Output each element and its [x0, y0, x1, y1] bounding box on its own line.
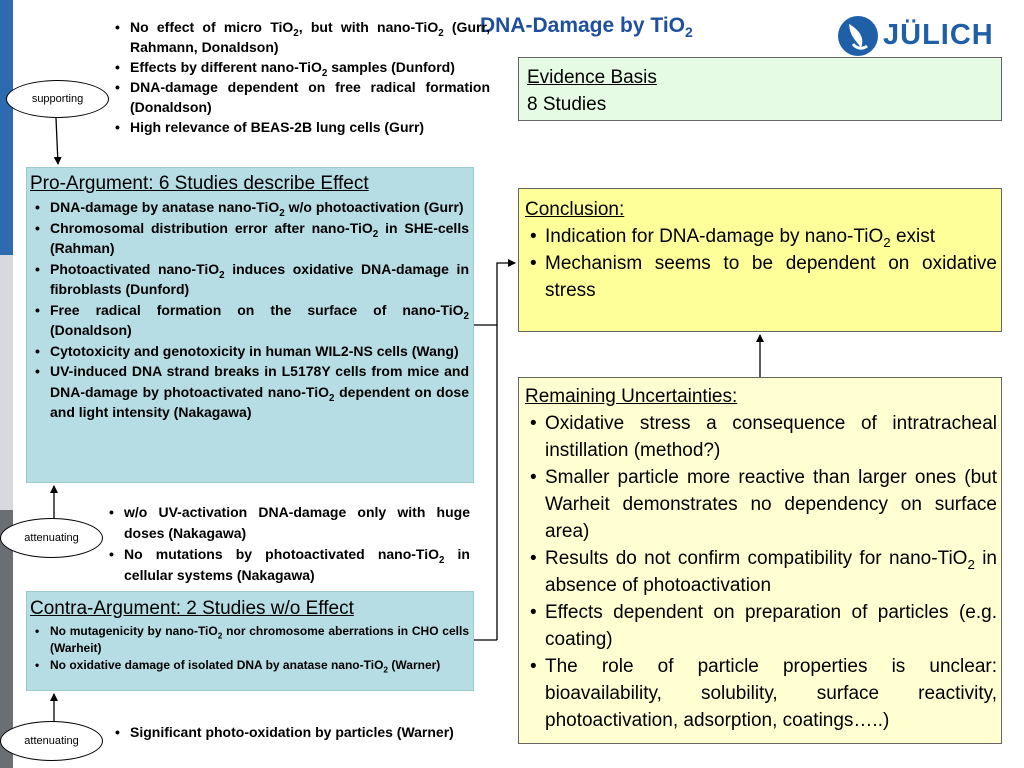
uncertainty-item: • Oxidative stress a consequence of intratracheal instillation (method?) [525, 410, 997, 464]
logo-text: JÜLICH [883, 19, 994, 51]
supporting-list-item: • Effects by different nano-TiO$_2$ samples (Dunford) [110, 57, 490, 77]
uncertainty-item: • The role of particle properties is unclear: bioavailability, solubility, surface reactivity, photoactivation, adsorption, coatings…..) [525, 653, 997, 734]
pro-argument-item: • Cytotoxicity and genotoxicity in human WIL2-NS cells (Wang) [30, 341, 469, 362]
uncertainty-item: • Smaller particle more reactive than larger ones (but Warheit demonstrates no dependency on surface area) [525, 464, 997, 545]
bracket-to-conclusion [474, 263, 515, 325]
attenuating-oval-1: attenuating [0, 518, 103, 558]
attenuating-oval-2: attenuating [0, 721, 103, 761]
supporting-oval: supporting [6, 80, 109, 118]
contra-argument-item: • No oxidative damage of isolated DNA by anatase nano-TiO$_2$ (Warner) [30, 657, 469, 674]
uncertainty-item: • Results do not confirm compatibility for nano-TiO$_2$ in absence of photoactivation [525, 545, 997, 599]
supporting-list-item: • DNA-damage dependent on free radical formation (Donaldson) [110, 77, 490, 117]
contra-argument-item: • No mutagenicity by nano-TiO$_2$ nor chromosome aberrations in CHO cells (Warheit) [30, 623, 469, 657]
conclusion-heading: Conclusion: [525, 199, 625, 220]
pro-argument-item: • Free radical formation on the surface of nano-TiO$_2$ (Donaldson) [30, 300, 469, 341]
page-title: DNA-Damage by TiO$_2$ [480, 14, 693, 41]
attenuating-list-item: • w/o UV-activation DNA-damage only with huge doses (Nakagawa) [104, 502, 470, 544]
uncertainties-heading: Remaining Uncertainties: [525, 386, 738, 407]
pro-argument-item: • UV-induced DNA strand breaks in L5178Y cells from mice and DNA-damage by photoactivated nano-TiO$_2$ dependent on dose and light intensity (Nakagawa) [30, 361, 469, 423]
supporting-list-item: • No effect of micro TiO$_2$, but with nano-TiO$_2$ (Gurr, Rahmann, Donaldson) [110, 17, 490, 57]
pro-argument-item: • DNA-damage by anatase nano-TiO$_2$ w/o photoactivation (Gurr) [30, 197, 469, 218]
supporting-list-item: • High relevance of BEAS-2B lung cells (Gurr) [110, 117, 490, 137]
pro-argument-item: • Photoactivated nano-TiO$_2$ induces oxidative DNA-damage in fibroblasts (Dunford) [30, 259, 469, 300]
attenuating-list-item: • Significant photo-oxidation by particles (Warner) [110, 722, 498, 743]
conclusion-item: • Mechanism seems to be dependent on oxidative stress [525, 250, 997, 304]
contra-heading: Contra-Argument: 2 Studies w/o Effect [30, 598, 354, 619]
evidence-heading: Evidence Basis [527, 67, 657, 88]
conclusion-item: • Indication for DNA-damage by nano-TiO$_2$ exist [525, 223, 997, 250]
attenuating-list-item: • No mutations by photoactivated nano-TiO$_2$ in cellular systems (Nakagawa) [104, 544, 470, 586]
evidence-count: 8 Studies [527, 94, 607, 115]
uncertainty-item: • Effects dependent on preparation of particles (e.g. coating) [525, 599, 997, 653]
pro-heading: Pro-Argument: 6 Studies describe Effect [30, 173, 369, 194]
pro-argument-item: • Chromosomal distribution error after nano-TiO$_2$ in SHE-cells (Rahman) [30, 218, 469, 259]
arrow-supporting-to-pro [56, 118, 58, 164]
